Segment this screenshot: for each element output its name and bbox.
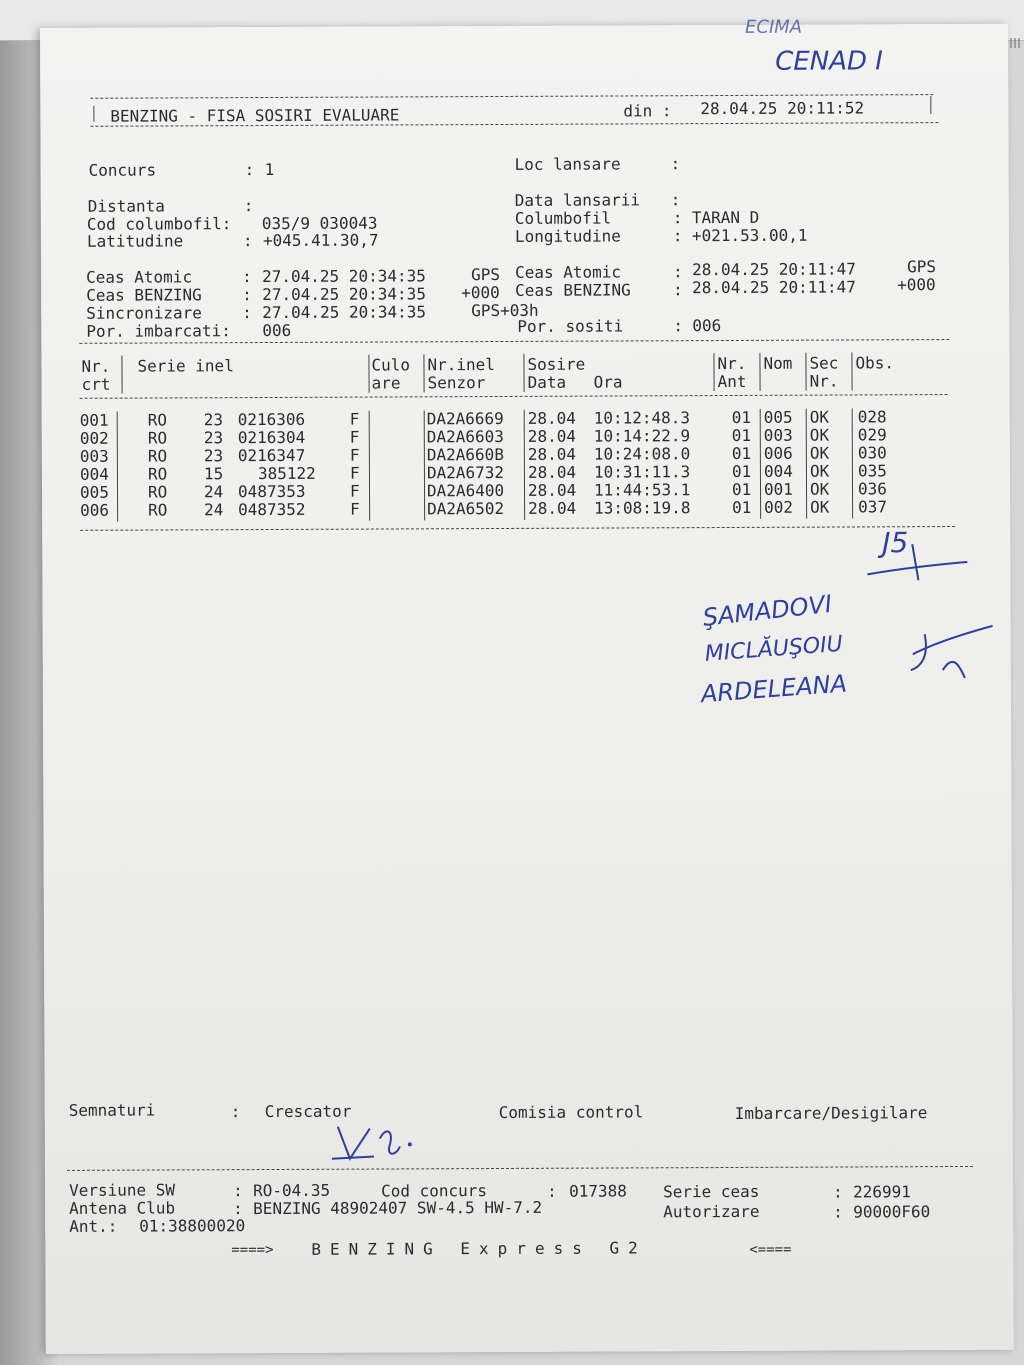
cell-an: 23: [203, 410, 224, 430]
ceas-benzing-end-label: Ceas BENZING: [515, 280, 631, 300]
cell-ora: 13:08:19.8: [594, 498, 691, 518]
col-obs-header: Obs.: [855, 353, 895, 373]
divider: [80, 526, 955, 531]
por-sositi-value: 006: [692, 316, 722, 336]
document-title: BENZING - FISA SOSIRI EVALUARE: [110, 105, 400, 126]
cell-nom: 003: [763, 425, 793, 445]
concurs-value: 1: [264, 159, 275, 180]
cell-ant: 01: [731, 407, 752, 427]
cell-serie: 0216347: [237, 445, 306, 466]
cell-ora: 10:31:11.3: [593, 462, 691, 482]
cod-concurs-label: Cod concurs: [381, 1181, 488, 1201]
col-sec-header-1: Sec: [809, 353, 839, 373]
cell-nom: 006: [763, 443, 793, 463]
divider: [67, 1166, 973, 1171]
cell-sex: F: [349, 445, 360, 465]
cell-nr: 003: [79, 446, 109, 466]
cod-columbofil-value: 035/9 030043: [261, 213, 378, 234]
col-crt-header: crt: [81, 374, 111, 394]
handwritten-name-3: ARDELEANA: [700, 669, 848, 709]
cell-an: 23: [203, 446, 224, 466]
cell-data: 28.04: [527, 462, 577, 482]
sincronizare-label: Sincronizare: [86, 303, 202, 323]
distanta-label: Distanta: [87, 196, 165, 216]
antena-club-value: BENZING 48902407 SW-4.5 HW-7.2: [253, 1197, 543, 1219]
ceas-benzing-start-value: 27.04.25 20:34:35: [262, 284, 426, 305]
cell-sex: F: [349, 409, 360, 429]
cell-ora: 10:24:08.0: [593, 444, 691, 464]
crescator-signature: [330, 1116, 420, 1166]
versiune-sw-value: RO-04.35: [253, 1180, 331, 1201]
cod-columbofil-label: Cod columbofil:: [86, 214, 232, 234]
col-ora-header: Ora: [593, 372, 623, 392]
crescator-label: Crescator: [264, 1101, 352, 1122]
cell-obs: 029: [857, 425, 887, 445]
cell-serie: 0216306: [237, 409, 306, 430]
cell-an: 24: [204, 500, 224, 520]
cell-data: 28.04: [528, 498, 577, 518]
cell-sex: F: [349, 481, 360, 501]
col-sec-header-2: Nr.: [809, 371, 839, 391]
cell-obs: 028: [857, 407, 887, 427]
cell-ora: 10:14:22.9: [593, 426, 691, 446]
col-nr-header: Nr.: [81, 356, 111, 376]
cell-data: 28.04: [527, 480, 577, 500]
colon: :: [672, 226, 683, 246]
handwritten-partial-note: ECIMA: [744, 16, 803, 38]
cell-data: 28.04: [527, 408, 576, 428]
cell-nr: 002: [79, 428, 109, 448]
cell-obs: 036: [857, 479, 887, 499]
column-separator: [713, 353, 714, 391]
cell-ant: 01: [731, 425, 752, 445]
colon: :: [673, 316, 683, 336]
din-datetime: 28.04.25 20:11:52: [700, 98, 865, 119]
arrivals-table: [42, 407, 1010, 520]
cell-ant: 01: [731, 479, 752, 499]
ceas-benzing-end-value: 28.04.25 20:11:47: [692, 277, 856, 298]
ceas-benzing-start-label: Ceas BENZING: [86, 285, 202, 305]
cell-sec: OK: [809, 479, 830, 499]
cell-tara: RO: [147, 464, 168, 484]
colon: :: [230, 1102, 241, 1122]
colon: :: [670, 190, 681, 210]
cell-serie: 0216304: [237, 427, 306, 448]
cell-serie: 0487352: [238, 499, 306, 520]
divider: [80, 394, 948, 399]
semnaturi-label: Semnaturi: [68, 1100, 156, 1120]
table-row: [42, 498, 1010, 520]
cell-ora: 11:44:53.1: [593, 480, 691, 500]
cell-nom: 005: [763, 407, 793, 427]
ceas-atomic-start-label: Ceas Atomic: [86, 267, 193, 287]
cell-tara: RO: [147, 446, 168, 466]
serie-ceas-value: 226991: [853, 1182, 911, 1202]
cell-serie: 385122: [257, 463, 316, 484]
col-culoare-header-2: are: [371, 373, 401, 393]
autorizare-label: Autorizare: [663, 1201, 760, 1222]
cell-sec: OK: [809, 425, 830, 445]
columbofil-label: Columbofil: [514, 208, 612, 228]
col-culoare-header-1: Culo: [371, 355, 411, 375]
column-separator: [121, 356, 122, 394]
col-ant-header-1: Nr.: [717, 353, 747, 374]
cell-obs: 035: [857, 461, 887, 481]
cell-senzor: DA2A6669: [426, 408, 504, 429]
colon: :: [233, 1181, 243, 1201]
colon: :: [833, 1202, 843, 1222]
cell-an: 24: [203, 482, 224, 502]
colon: :: [547, 1181, 557, 1201]
cell-obs: 037: [858, 497, 888, 517]
cell-sec: OK: [810, 497, 830, 517]
divider: [93, 106, 94, 122]
latitudine-label: Latitudine: [86, 231, 184, 251]
versiune-sw-label: Versiune SW: [69, 1180, 176, 1200]
colon: :: [242, 285, 252, 305]
comisia-control-label: Comisia control: [498, 1102, 644, 1123]
banner-arrow-left: ====>: [231, 1241, 274, 1259]
cell-sex: F: [349, 427, 360, 447]
cell-ant: 01: [731, 461, 752, 481]
ceas-atomic-end-label: Ceas Atomic: [515, 262, 622, 282]
sincronizare-value: 27.04.25 20:34:35: [262, 302, 427, 323]
cell-sex: F: [349, 463, 360, 483]
colon: :: [242, 267, 252, 287]
colon: :: [243, 196, 254, 216]
cell-data: 28.04: [527, 444, 577, 464]
loc-lansare-label: Loc lansare: [514, 154, 621, 174]
handwritten-name-1: ŞAMADOVI: [701, 589, 834, 632]
ceas-atomic-start-suffix: GPS: [471, 264, 501, 285]
columbofil-value: TARAN D: [691, 207, 760, 228]
column-separator: [368, 355, 369, 393]
col-senzor-header-1: Nr.inel: [427, 355, 495, 375]
colon: :: [670, 154, 681, 174]
ant-label: Ant.:: [69, 1216, 118, 1236]
cod-concurs-value: 017388: [569, 1181, 627, 1201]
cell-tara: RO: [148, 500, 168, 520]
column-separator: [759, 353, 760, 391]
data-lansarii-label: Data lansarii: [514, 190, 641, 210]
cell-serie: 0487353: [237, 481, 306, 502]
cell-tara: RO: [147, 410, 168, 430]
cell-sec: OK: [809, 461, 830, 481]
imbarcare-desigilare-label: Imbarcare/Desigilare: [734, 1103, 928, 1123]
ceas-atomic-end-value: 28.04.25 20:11:47: [692, 259, 856, 280]
cell-nr: 006: [80, 500, 110, 520]
concurs-label: Concurs: [88, 160, 157, 180]
column-separator: [805, 353, 806, 391]
evaluation-printout: [40, 16, 1014, 1354]
divider: [930, 96, 931, 114]
cell-nr: 004: [79, 464, 109, 484]
handwritten-name-2: MICLĂUŞOIU: [703, 631, 844, 667]
col-senzor-header-2: Senzor: [427, 373, 486, 393]
col-data-header: Data: [527, 372, 567, 392]
colon: :: [233, 1199, 243, 1219]
ceas-benzing-end-suffix: +000: [897, 275, 936, 295]
column-separator: [423, 354, 424, 392]
por-imbarcati-label: Por. imbarcati:: [86, 321, 231, 341]
cell-an: 15: [203, 464, 224, 484]
cell-senzor: DA2A6732: [426, 462, 505, 483]
cell-nom: 004: [763, 461, 793, 481]
col-ant-header-2: Ant: [717, 371, 747, 392]
antena-club-label: Antena Club: [69, 1198, 176, 1218]
cell-an: 23: [203, 428, 224, 448]
cell-nr: 005: [79, 482, 109, 502]
ant-value: 01:38800020: [139, 1216, 246, 1236]
ceas-atomic-end-suffix: GPS: [907, 257, 936, 277]
sincronizare-suffix: GPS+03h: [471, 300, 539, 321]
longitudine-value: +021.53.00,1: [691, 225, 808, 246]
cell-sec: OK: [809, 407, 830, 427]
col-nom-header: Nom: [763, 353, 793, 373]
autorizare-value: 90000F60: [853, 1202, 931, 1222]
cell-nom: 002: [764, 497, 794, 517]
column-separator: [851, 352, 852, 390]
colon: :: [242, 303, 252, 323]
handwritten-signature-stroke: [862, 534, 972, 584]
benzing-express-banner: BENZING Express G2: [311, 1238, 647, 1259]
cell-senzor: DA2A6400: [426, 480, 505, 501]
cell-tara: RO: [147, 428, 168, 448]
serie-ceas-label: Serie ceas: [663, 1181, 760, 1202]
cell-ant: 01: [732, 497, 752, 517]
cell-sec: OK: [809, 443, 830, 463]
por-imbarcati-value: 006: [262, 320, 292, 341]
por-sositi-label: Por. sositi: [517, 316, 624, 336]
cell-ant: 01: [731, 443, 752, 463]
latitudine-value: +045.41.30,7: [262, 230, 379, 251]
longitudine-label: Longitudine: [514, 226, 621, 246]
column-separator: [523, 354, 524, 392]
colon: :: [242, 231, 253, 251]
handwritten-signature-mark: J5: [882, 526, 909, 560]
colon: :: [673, 262, 683, 282]
handwritten-signature: [903, 604, 1003, 694]
cell-tara: RO: [147, 482, 168, 502]
colon: :: [244, 160, 255, 180]
cell-senzor: DA2A660B: [426, 444, 504, 465]
cell-nr: 001: [79, 410, 109, 430]
cell-ora: 10:12:48.3: [593, 408, 691, 428]
din-label: din :: [623, 101, 672, 121]
colon: :: [673, 280, 683, 300]
ceas-atomic-start-value: 27.04.25 20:34:35: [262, 266, 426, 287]
colon: :: [672, 208, 683, 228]
handwritten-category: CENAD I: [775, 46, 884, 77]
cell-sex: F: [350, 499, 360, 519]
cell-data: 28.04: [527, 426, 576, 446]
col-sosire-header: Sosire: [527, 354, 586, 374]
ceas-benzing-start-suffix: +000: [461, 282, 500, 303]
cell-nom: 001: [763, 479, 793, 499]
col-serie-inel-header: Serie inel: [137, 356, 234, 376]
cell-senzor: DA2A6603: [426, 426, 504, 447]
cell-senzor: DA2A6502: [427, 498, 505, 519]
cell-obs: 030: [857, 443, 887, 463]
colon: :: [833, 1182, 843, 1202]
banner-arrow-right: <====: [749, 1241, 792, 1258]
